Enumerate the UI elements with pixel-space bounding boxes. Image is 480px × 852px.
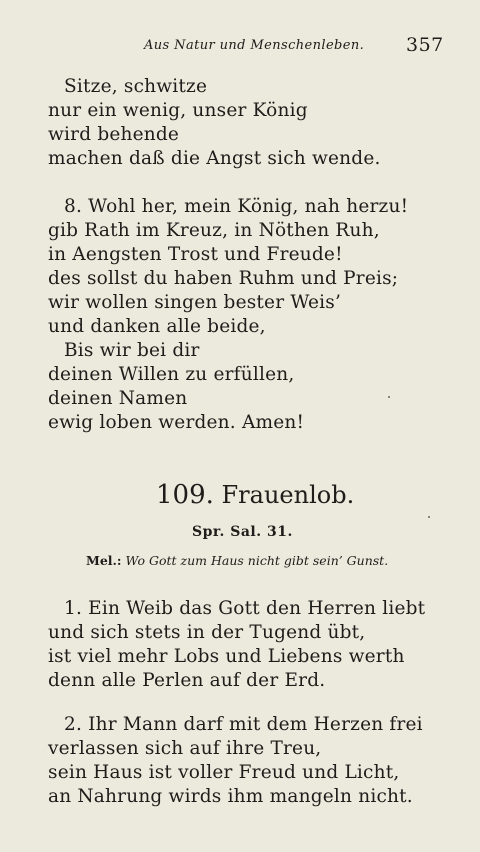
hymn-heading [156, 480, 354, 510]
verse-line: deinen Willen zu erfüllen, [48, 364, 295, 385]
verse-line: und sich stets in der Tugend übt, [48, 622, 366, 643]
hymn-title: Frauenlob. [221, 481, 355, 509]
verse-line: des sollst du haben Ruhm und Preis; [48, 268, 399, 289]
verse-line: 8. Wohl her, mein König, nah herzu! [64, 196, 409, 217]
speck [388, 396, 390, 398]
verse-line: nur ein wenig, unser König [48, 100, 308, 121]
speck [428, 516, 430, 518]
verse-line: wird behende [48, 124, 180, 145]
verse-line: 2. Ihr Mann darf mit dem Herzen frei [64, 714, 423, 735]
verse-line: wir wollen singen bester Weis’ [48, 292, 342, 313]
scripture-reference: Spr. Sal. 31. [192, 524, 293, 540]
running-header: Aus Natur und Menschenleben. [144, 38, 365, 53]
verse-line: machen daß die Angst sich wende. [48, 148, 381, 169]
verse-line: und danken alle beide, [48, 316, 266, 337]
melody-text: Wo Gott zum Haus nicht gibt sein’ Gunst. [125, 553, 389, 568]
verse-line: 1. Ein Weib das Gott den Herren liebt [64, 598, 426, 619]
hymn-number: 109. [156, 480, 214, 510]
verse-line: ist viel mehr Lobs und Liebens werth [48, 646, 405, 667]
verse-line: Sitze, schwitze [64, 76, 208, 97]
melody-note [86, 553, 388, 568]
verse-line: sein Haus ist voller Freud und Licht, [48, 762, 400, 783]
verse-line: gib Rath im Kreuz, in Nöthen Ruh, [48, 220, 380, 241]
page-number: 357 [406, 34, 444, 56]
melody-label: Mel.: [86, 553, 122, 568]
verse-line: denn alle Perlen auf der Erd. [48, 670, 326, 691]
verse-line: in Aengsten Trost und Freude! [48, 244, 343, 265]
verse-line: verlassen sich auf ihre Treu, [48, 738, 322, 759]
verse-line: an Nahrung wirds ihm mangeln nicht. [48, 786, 413, 807]
verse-line: Bis wir bei dir [64, 340, 200, 361]
verse-line: deinen Namen [48, 388, 188, 409]
verse-line: ewig loben werden. Amen! [48, 412, 305, 433]
